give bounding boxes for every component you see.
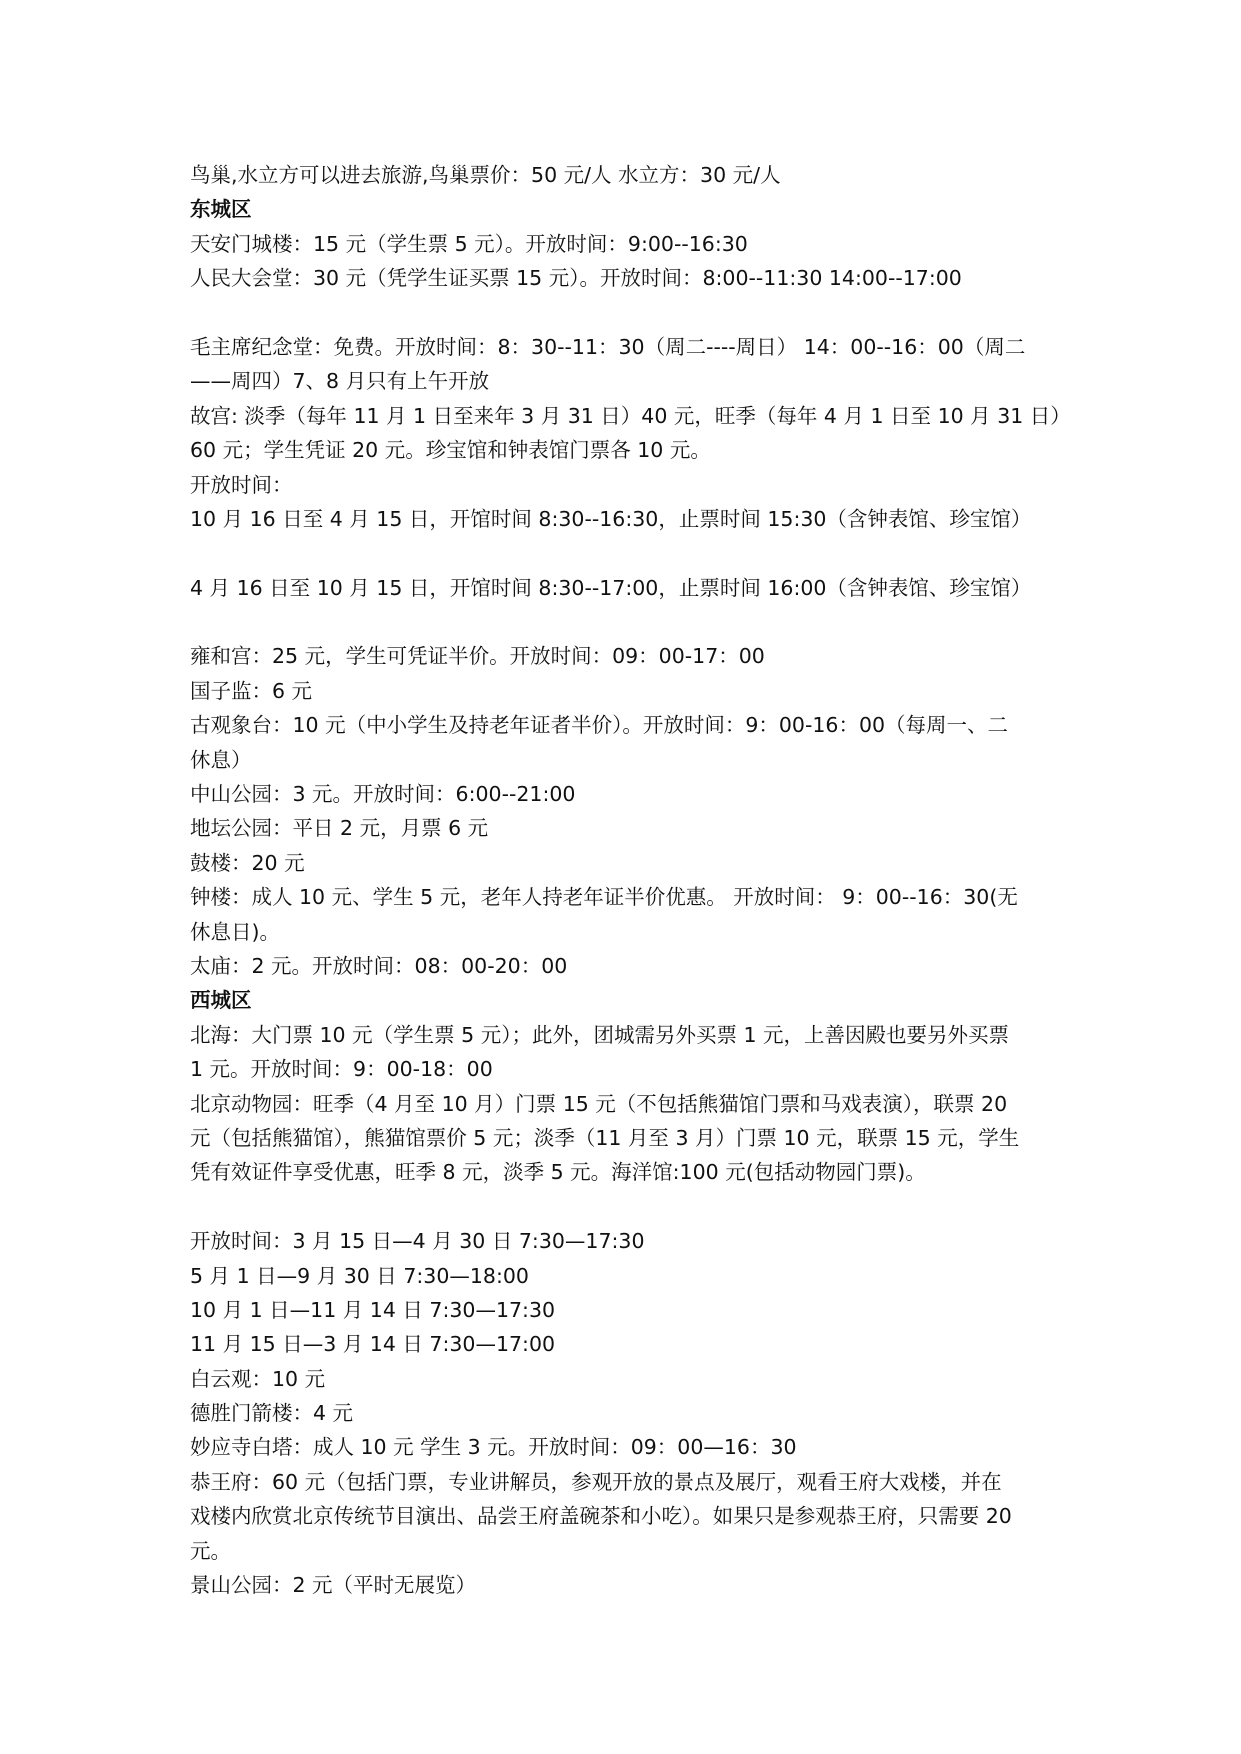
text-line: 开放时间： <box>190 472 293 497</box>
text-line: 妙应寺白塔：成人 10 元 学生 3 元。开放时间：09：00—16：30 <box>190 1435 797 1460</box>
text-line: 开放时间：3 月 15 日—4 月 30 日 7:30—17:30 <box>190 1229 645 1254</box>
text-line: 4 月 16 日至 10 月 15 日，开馆时间 8:30--17:00，止票时间 16:00（含钟表馆、珍宝馆） <box>190 575 1032 600</box>
text-line: 恭王府：60 元（包括门票，专业讲解员，参观开放的景点及展厅，观看王府大戏楼，并在 <box>190 1469 1002 1494</box>
text-line: 人民大会堂：30 元（凭学生证买票 15 元）。开放时间：8:00--11:30 14:00--17:00 <box>190 266 962 291</box>
text-line: 60 元；学生凭证 20 元。珍宝馆和钟表馆门票各 10 元。 <box>190 438 711 463</box>
text-line: 雍和宫：25 元，学生可凭证半价。开放时间：09：00-17：00 <box>190 644 765 669</box>
blank-line <box>190 296 1070 330</box>
text-line: 德胜门箭楼：4 元 <box>190 1401 354 1426</box>
section-heading: 东城区 <box>190 197 252 222</box>
text-line: 休息日)。 <box>190 919 280 944</box>
blank-line <box>190 1190 1070 1224</box>
text-line: 白云观：10 元 <box>190 1366 326 1391</box>
text-line: 故宫: 淡季（每年 11 月 1 日至来年 3 月 31 日）40 元，旺季（每年 4 月 1 日至 10 月 31 日） <box>190 403 1071 428</box>
text-line: 元（包括熊猫馆），熊猫馆票价 5 元；淡季（11 月至 3 月）门票 10 元，联票 15 元，学生 <box>190 1125 1020 1150</box>
text-line: 北海：大门票 10 元（学生票 5 元）；此外，团城需另外买票 1 元，上善因殿也要另外买票 <box>190 1022 1010 1047</box>
text-line: 10 月 16 日至 4 月 15 日，开馆时间 8:30--16:30，止票时间 15:30（含钟表馆、珍宝馆） <box>190 506 1032 531</box>
section-heading: 西城区 <box>190 988 252 1013</box>
text-line: 太庙：2 元。开放时间：08：00-20：00 <box>190 953 568 978</box>
text-line: 天安门城楼：15 元（学生票 5 元）。开放时间：9:00--16:30 <box>190 231 748 256</box>
text-line: 戏楼内欣赏北京传统节目演出、品尝王府盖碗茶和小吃）。如果只是参观恭王府，只需要 20 <box>190 1504 1012 1529</box>
text-line: 鼓楼：20 元 <box>190 850 305 875</box>
text-line: 5 月 1 日—9 月 30 日 7:30—18:00 <box>190 1263 529 1288</box>
text-line: 国子监：6 元 <box>190 678 313 703</box>
text-line: 凭有效证件享受优惠，旺季 8 元，淡季 5 元。海洋馆:100 元(包括动物园门票)。 <box>190 1160 926 1185</box>
text-line: 地坛公园：平日 2 元，月票 6 元 <box>190 816 489 841</box>
text-line: 钟楼：成人 10 元、学生 5 元，老年人持老年证半价优惠。 开放时间： 9：00--16：30(无 <box>190 885 1018 910</box>
blank-line <box>190 536 1070 570</box>
text-line: 毛主席纪念堂：免费。开放时间：8：30--11：30（周二----周日） 14：00--16：00（周二 <box>190 334 1026 359</box>
text-line: 鸟巢,水立方可以进去旅游,鸟巢票价：50 元/人 水立方：30 元/人 <box>190 163 781 187</box>
blank-line <box>190 605 1070 639</box>
text-line: 元。 <box>190 1538 231 1563</box>
document-page <box>190 158 1070 1602</box>
text-line: 10 月 1 日—11 月 14 日 7:30—17:30 <box>190 1297 556 1322</box>
text-line: 古观象台：10 元（中小学生及持老年证者半价）。开放时间：9：00-16：00（每周一、二 <box>190 713 1009 738</box>
text-line: 景山公园：2 元（平时无展览） <box>190 1573 477 1598</box>
text-line: 休息） <box>190 747 252 772</box>
text-line: 北京动物园：旺季（4 月至 10 月）门票 15 元（不包括熊猫馆门票和马戏表演），联票 20 <box>190 1091 1008 1116</box>
text-line: ——周四）7、8 月只有上午开放 <box>190 369 490 394</box>
text-line: 1 元。开放时间：9：00-18：00 <box>190 1057 493 1082</box>
text-line: 11 月 15 日—3 月 14 日 7:30—17:00 <box>190 1332 556 1357</box>
text-line: 中山公园：3 元。开放时间：6:00--21:00 <box>190 782 576 807</box>
